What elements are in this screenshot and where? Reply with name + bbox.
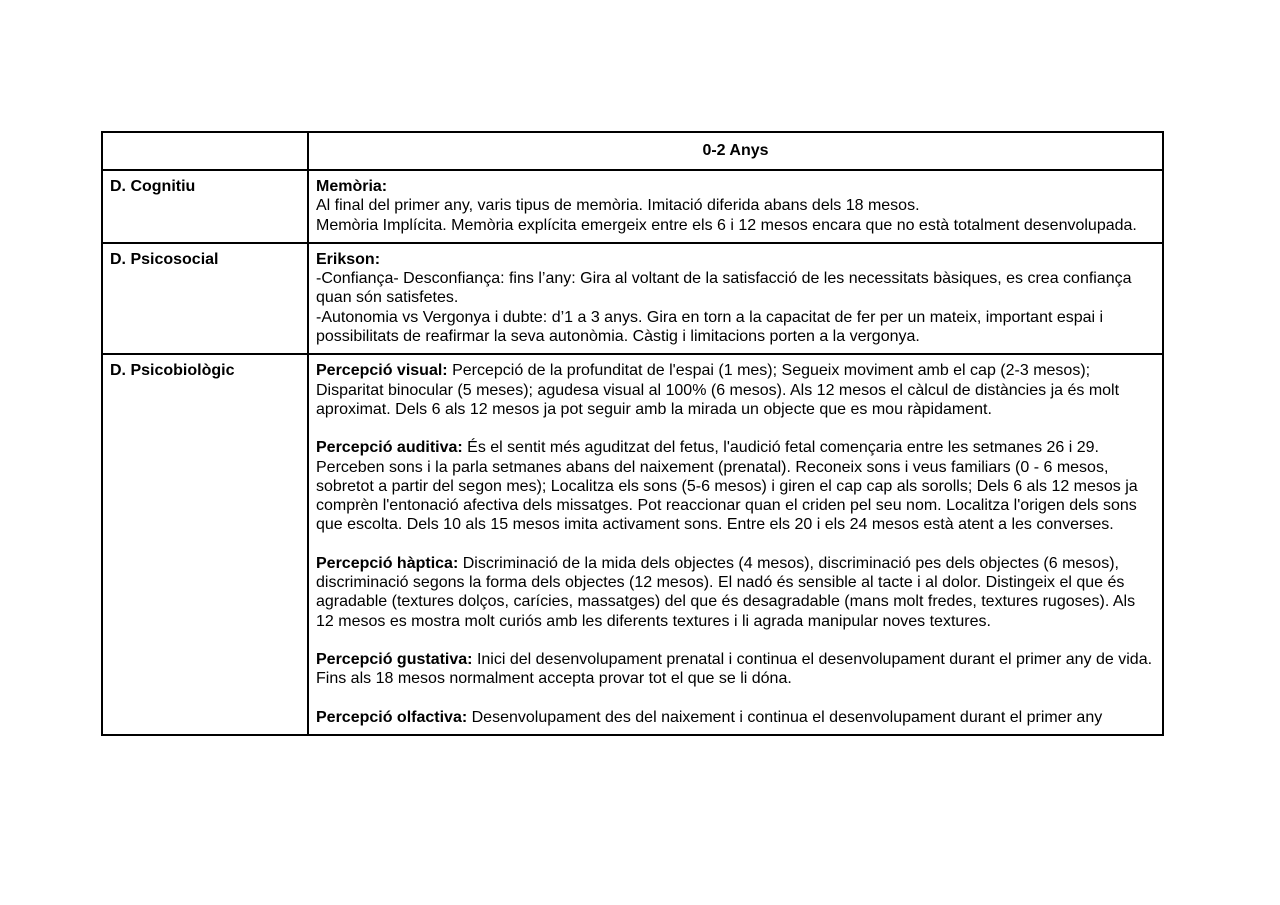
paragraph-text: És el sentit més aguditzat del fetus, l'audició fetal començaria entre les setmanes 26 i 29. Perceben sons i la parla setmanes abans del naixement (prenatal). Reconeix sons i veus familiars (0 - 6 mesos, sobretot a partir del segon mes); Localitza els sons (5-6 mesos) i giren el cap cap als sorolls; Dels 6 als 12 mesos ja comprèn l'entonació afectiva dels missatges. Pot reaccionar quan el criden pel seu nom. Localitza l'origen dels sons que escolta. Dels 10 als 15 mesos imita activament sons. Entre els 20 i els 24 mesos està atent a les converses.: [316, 439, 1138, 534]
table-row-psychosocial: [102, 243, 1163, 354]
header-corner-cell: [102, 132, 308, 170]
content-line: Al final del primer any, varis tipus de memòria. Imitació diferida abans dels 18 mesos.: [316, 197, 920, 215]
development-table: [101, 131, 1164, 736]
paragraph-label: Percepció gustativa:: [316, 650, 473, 668]
row-label: D. Psicosocial: [110, 250, 219, 268]
content-line: -Autonomia vs Vergonya i dubte: d’1 a 3 anys. Gira en torn a la capacitat de fer per un mateix, important espai i possibilitats de reafirmar la seva autonòmia. Càstig i limitacions porten a la vergonya.: [316, 308, 1104, 346]
content-line: Memòria Implícita. Memòria explícita emergeix entre els 6 i 12 mesos encara que no està totalment desenvolupada.: [316, 216, 1137, 234]
paragraph-haptic-perception: [316, 554, 1155, 631]
table-row-cognitive: [102, 170, 1163, 243]
row-label: D. Cognitiu: [110, 178, 196, 195]
row-content-cell: [308, 170, 1163, 243]
content-line: -Confiança- Desconfiança: fins l’any: Gira al voltant de la satisfacció de les necessitats bàsiques, es crea confiança quan són satisfetes.: [316, 270, 1132, 307]
paragraph-visual-perception: [316, 361, 1155, 419]
row-content-cell: [308, 354, 1163, 734]
paragraph-text: Inici del desenvolupament prenatal i continua el desenvolupament durant el primer any de vida. Fins als 18 mesos normalment accepta provar tot el que se li dóna.: [316, 650, 1153, 688]
paragraph-gustatory-perception: [316, 650, 1155, 689]
row-label-cell: [102, 243, 308, 354]
paragraph-label: Percepció auditiva:: [316, 439, 463, 457]
paragraph-auditory-perception: [316, 438, 1155, 534]
row-label-cell: [102, 170, 308, 243]
table-row-psychobiological: [102, 354, 1163, 734]
row-content-cell: [308, 243, 1163, 354]
paragraph-text: Discriminació de la mida dels objectes (4 mesos), discriminació pes dels objectes (6 mesos), discriminació segons la forma dels objectes (12 mesos). El nadó és sensible al tacte i al dolor. Distingeix el que és agradable (textures dolços, carícies, massatges) del que és desagradable (mans molt fredes, textures rugoses). Als 12 mesos es mostra molt curiós amb les diferents textures i li agrada manipular noves textures.: [316, 554, 1136, 630]
header-age-cell: [308, 132, 1163, 170]
section-title: Erikson:: [316, 250, 381, 268]
table-header-row: [102, 132, 1163, 170]
section-title: Memòria:: [316, 178, 388, 195]
column-title: 0-2 Anys: [702, 142, 769, 159]
paragraph-olfactory-perception: [316, 708, 1155, 727]
paragraph-label: Percepció visual:: [316, 362, 448, 380]
paragraph-label: Percepció olfactiva:: [316, 708, 468, 726]
paragraph-label: Percepció hàptica:: [316, 554, 459, 572]
paragraph-text: Percepció de la profunditat de l'espai (1 mes); Segueix moviment amb el cap (2-3 mesos); Disparitat binocular (5 meses); agudesa visual al 100% (6 mesos). Als 12 mesos el càlcul de distàncies ja és molt aproximat. Dels 6 als 12 mesos ja pot seguir amb la mirada un objecte que es mou ràpidament.: [316, 362, 1120, 418]
row-label-cell: [102, 354, 308, 734]
paragraph-text: Desenvolupament des del naixement i continua el desenvolupament durant el primer any: [467, 708, 1103, 726]
row-label: D. Psicobiològic: [110, 362, 235, 380]
